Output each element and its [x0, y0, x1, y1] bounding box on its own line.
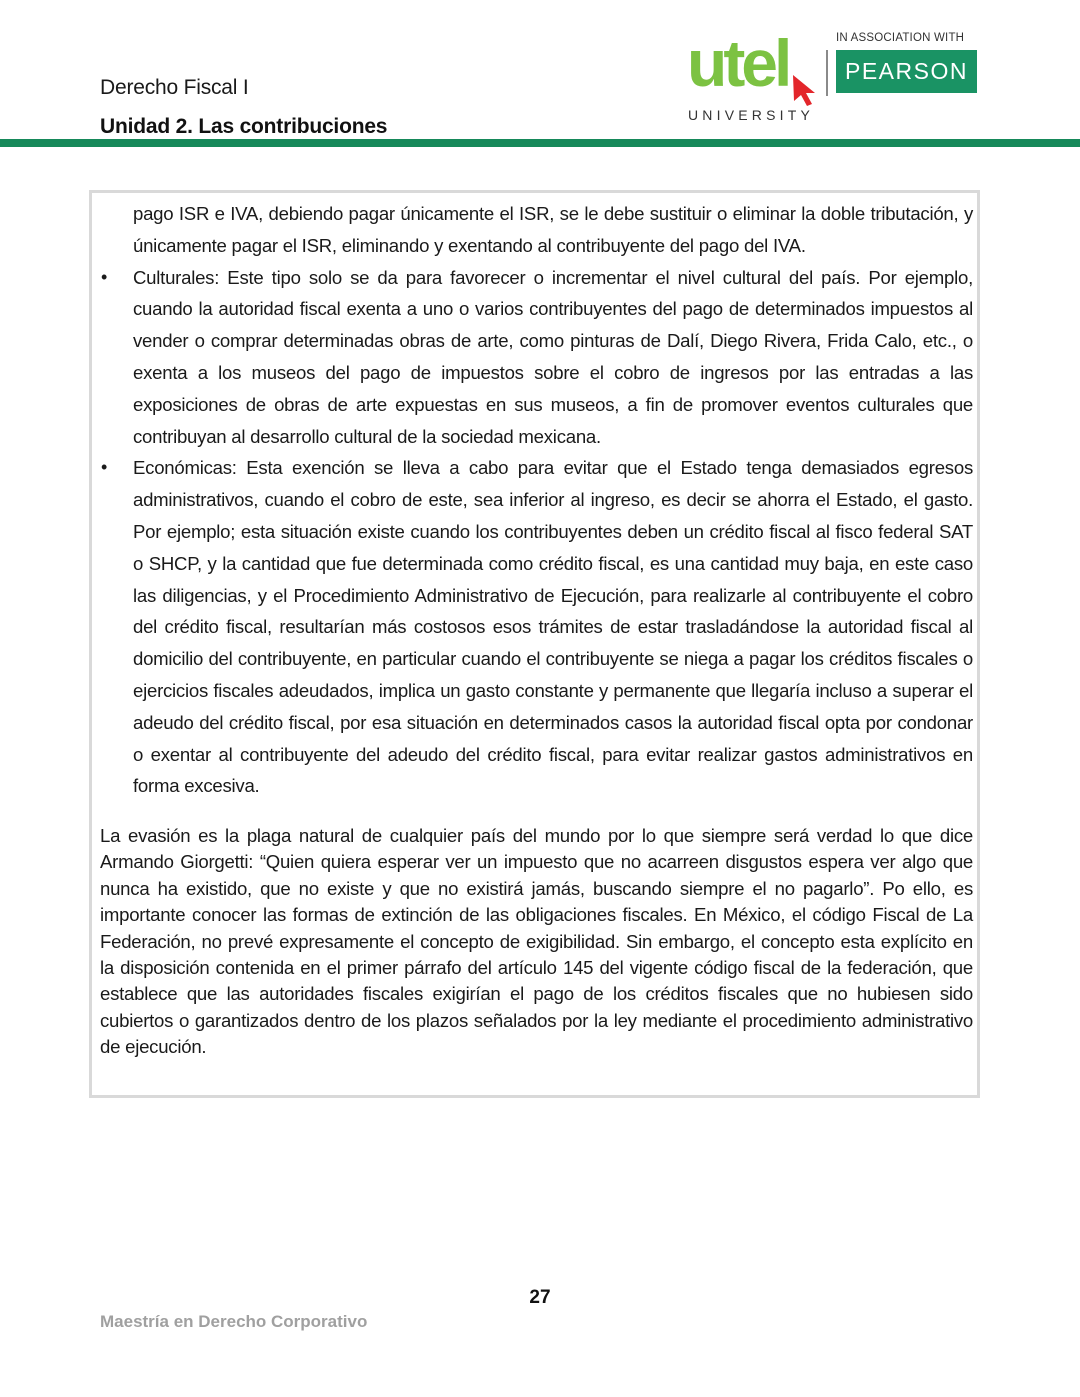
- association-text: IN ASSOCIATION WITH: [836, 32, 965, 44]
- course-title: Derecho Fiscal I: [100, 76, 249, 99]
- logo: [685, 28, 985, 128]
- body-paragraph: La evasión es la plaga natural de cualquier país del mundo por lo que siempre será verdad lo que dice Armando Giorgetti: “Quien quiera esperar ver un impuesto que no acarreen disgustos espera ver algo que nunca ha existido, que no existe y que no existirá jamás, buscando siempre el no pagarlo”. Po ello, es importante conocer las formas de extinción de las obligaciones fiscales. En México, el código Fiscal de La Federación, no prevé expresamente el concepto de exigibilidad. Sin embargo, el concepto esta explícito en la disposición contenida en el primer párrafo del artículo 145 del vigente código fiscal de la federación, que establece que las autoridades fiscales exigirían el pago de los créditos fiscales que no hubiesen sido cubiertos o garantizados dentro de los plazos señalados por la ley mediante el procedimiento administrativo de ejecución.: [100, 825, 973, 1058]
- list-item-culturales: • Culturales: Este tipo solo se da para favorecer o incrementar el nivel cultural del país. Por ejemplo, cuando la autoridad fiscal exenta a uno o varios contribuyentes del pago de determinados impuestos al vender o comprar determinadas obras de arte, como pinturas de Dalí, Diego Rivera, Frida Calo, etc., o exenta a los museos del pago de impuestos sobre el cobro de ingresos por las entradas a las exposiciones de obras de arte expuestas en sus museos, a fin de promover eventos culturales que contribuyan al desarrollo cultural de la sociedad mexicana.: [133, 262, 973, 453]
- page-number: 27: [529, 1287, 551, 1308]
- bullet-list: [133, 198, 973, 802]
- unit-title: Unidad 2. Las contribuciones: [100, 115, 388, 138]
- pearson-badge: PEARSON: [836, 50, 977, 93]
- logo-divider: [826, 50, 828, 96]
- university-text: UNIVERSITY: [688, 107, 815, 123]
- footer-program: Maestría en Derecho Corporativo: [100, 1312, 368, 1331]
- list-item-continuation: pago ISR e IVA, debiendo pagar únicamente el ISR, se le debe sustituir o eliminar la doble tributación, y únicamente pagar el ISR, eliminando y exentando al contribuyente del pago del IVA.: [133, 203, 973, 256]
- utel-wordmark: utel: [687, 26, 789, 100]
- header-rule: [0, 139, 1080, 147]
- list-item-economicas: • Económicas: Esta exención se lleva a cabo para evitar que el Estado tenga demasiados egresos administrativos, cuando el cobro de este, sea inferior al ingreso, es decir se ahorra el Estado, el gasto. Por ejemplo; esta situación existe cuando los contribuyentes deben un crédito fiscal al fisco federal SAT o SHCP, y la cantidad que fue determinada como crédito fiscal, es una cantidad muy baja, en este caso las diligencias, y el Procedimiento Administrativo de Ejecución, para realizarle al contribuyente el cobro del crédito fiscal, resultarían más costosos esos trámites de estar trasladándose la autoridad fiscal al domicilio del contribuyente, en particular cuando el contribuyente se niega a pagar los créditos fiscales o ejercicios fiscales adeudados, implica un gasto constante y permanente que llegaría incluso a superar el adeudo del crédito fiscal, por esa situación en determinados casos la autoridad fiscal opta por condonar o exentar al contribuyente del adeudo del crédito fiscal, para evitar realizar gastos administrativos en forma excesiva.: [133, 452, 973, 802]
- cursor-arrow-icon: [791, 73, 817, 107]
